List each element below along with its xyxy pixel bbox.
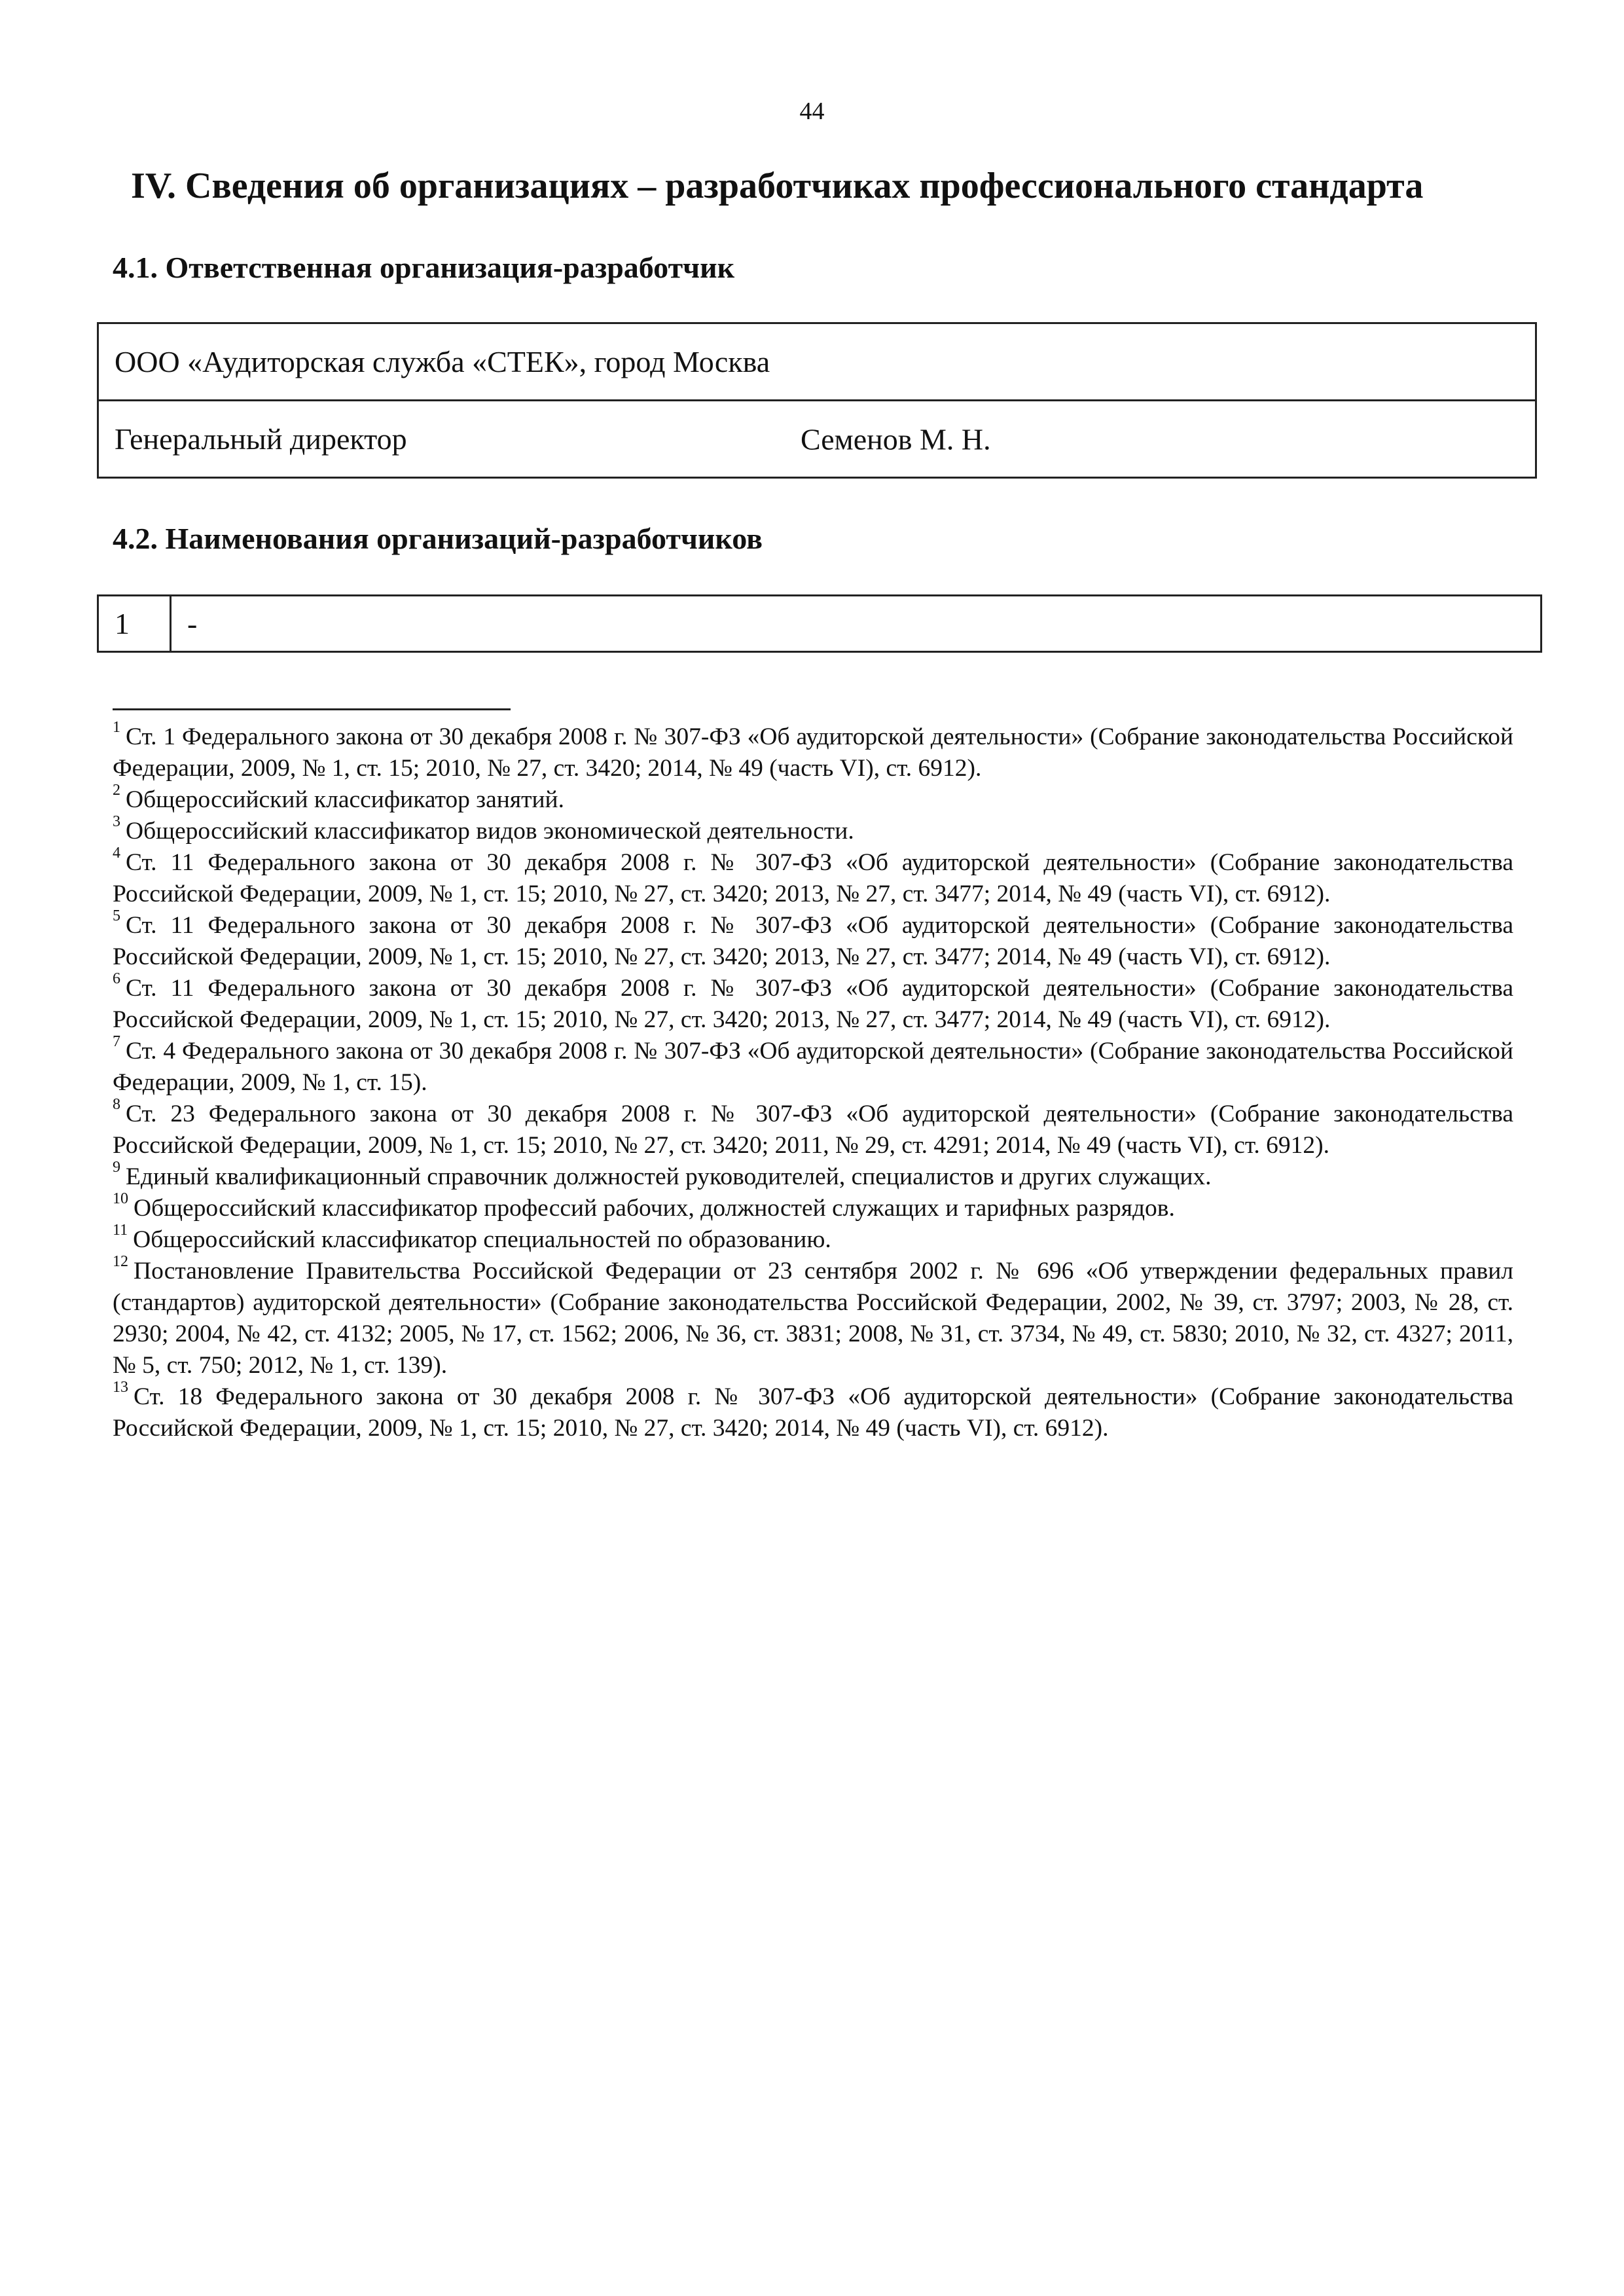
director-cell	[98, 401, 1536, 478]
footnote-mark: 9	[113, 1158, 120, 1176]
footnote-text: Ст. 4 Федерального закона от 30 декабря 2008 г. № 307-ФЗ «Об аудиторской деятельности» (Собрание законодательства Российской Федерации, 2009, № 1, ст. 15).	[113, 1038, 1513, 1096]
footnote-text: Ст. 18 Федерального закона от 30 декабря 2008 г. № 307-ФЗ «Об аудиторской деятельности» (Собрание законодательства Российской Федерации, 2009, № 1, ст. 15; 2010, № 27, ст. 3420; 2014, № 49 (часть VI), ст. 6912).	[113, 1383, 1513, 1442]
footnote	[113, 1158, 1513, 1193]
footnote-text: Ст. 11 Федерального закона от 30 декабря 2008 г. № 307-ФЗ «Об аудиторской деятельности» (Собрание законодательства Российской Федерации, 2009, № 1, ст. 15; 2010, № 27, ст. 3420; 2013, № 27, ст. 3477; 2014, № 49 (часть VI), ст. 6912).	[113, 912, 1513, 970]
footnote-text: Общероссийский классификатор видов экономической деятельности.	[126, 818, 854, 845]
footnote-text: Ст. 23 Федерального закона от 30 декабря 2008 г. № 307-ФЗ «Об аудиторской деятельности» (Собрание законодательства Российской Федерации, 2009, № 1, ст. 15; 2010, № 27, ст. 3420; 2011, № 29, ст. 4291; 2014, № 49 (часть VI), ст. 6912).	[113, 1101, 1513, 1159]
footnote-mark: 13	[113, 1378, 128, 1396]
footnote	[113, 1378, 1513, 1444]
footnote	[113, 844, 1513, 910]
footnote	[113, 970, 1513, 1036]
footnote-text: Общероссийский классификатор профессий рабочих, должностей служащих и тарифных разрядов.	[134, 1195, 1175, 1222]
footnote-mark: 4	[113, 844, 120, 862]
footnote-mark: 11	[113, 1221, 128, 1239]
table-row	[98, 323, 1536, 401]
developer-orgs-heading: 4.2. Наименования организаций-разработчиков	[113, 522, 763, 555]
footnote	[113, 718, 1513, 784]
footnote-text: Ст. 11 Федерального закона от 30 декабря 2008 г. № 307-ФЗ «Об аудиторской деятельности» (Собрание законодательства Российской Федерации, 2009, № 1, ст. 15; 2010, № 27, ст. 3420; 2013, № 27, ст. 3477; 2014, № 49 (часть VI), ст. 6912).	[113, 975, 1513, 1033]
footnote	[113, 1190, 1513, 1224]
table-row	[98, 596, 1542, 652]
page-number: 44	[799, 98, 825, 125]
footnote	[113, 812, 1513, 847]
footnote	[113, 1095, 1513, 1161]
director-name: Семенов М. Н.	[801, 422, 991, 456]
footnote	[113, 781, 1513, 816]
responsible-org-heading: 4.1. Ответственная организация-разработчик	[113, 251, 735, 284]
section-title: IV. Сведения об организациях – разработчиках профессионального стандарта	[131, 166, 1424, 206]
footnote-text: Ст. 11 Федерального закона от 30 декабря 2008 г. № 307-ФЗ «Об аудиторской деятельности» (Собрание законодательства Российской Федерации, 2009, № 1, ст. 15; 2010, № 27, ст. 3420; 2013, № 27, ст. 3477; 2014, № 49 (часть VI), ст. 6912).	[113, 849, 1513, 907]
org-name-cell: ООО «Аудиторская служба «СТЕК», город Москва	[98, 323, 1536, 401]
footnotes	[113, 718, 1513, 1444]
footnote-mark: 12	[113, 1252, 128, 1270]
footnote-mark: 8	[113, 1095, 120, 1113]
footnote	[113, 1221, 1513, 1256]
footnote-mark: 6	[113, 970, 120, 987]
footnote-text: Постановление Правительства Российской Федерации от 23 сентября 2002 г. № 696 «Об утверждении федеральных правил (стандартов) аудиторской деятельности» (Собрание законодательства Российской Федерации, 2002, № 39, ст. 3797; 2003, № 28, ст. 2930; 2004, № 42, ст. 4132; 2005, № 17, ст. 1562; 2006, № 36, ст. 3831; 2008, № 31, ст. 3734, № 49, ст. 5830; 2010, № 32, ст. 4327; 2011, № 5, ст. 750; 2012, № 1, ст. 139).	[113, 1258, 1513, 1379]
org-name-cell: -	[171, 596, 1542, 652]
footnote-mark: 1	[113, 718, 120, 736]
responsible-org-table	[97, 322, 1537, 479]
footnote	[113, 1252, 1513, 1381]
footnote-separator	[113, 708, 511, 710]
row-number-cell: 1	[98, 596, 171, 652]
footnote-mark: 2	[113, 781, 120, 799]
footnote-text: Ст. 1 Федерального закона от 30 декабря 2008 г. № 307-ФЗ «Об аудиторской деятельности» (Собрание законодательства Российской Федерации, 2009, № 1, ст. 15; 2010, № 27, ст. 3420; 2014, № 49 (часть VI), ст. 6912).	[113, 723, 1513, 782]
table-row	[98, 401, 1536, 478]
footnote-mark: 5	[113, 907, 120, 924]
footnote-mark: 3	[113, 812, 120, 830]
footnote	[113, 907, 1513, 973]
developer-orgs-table	[97, 594, 1542, 653]
director-position: Генеральный директор	[115, 422, 407, 456]
footnote-text: Единый квалификационный справочник должностей руководителей, специалистов и других служащих.	[126, 1163, 1212, 1190]
footnote	[113, 1032, 1513, 1099]
footnote-text: Общероссийский классификатор специальностей по образованию.	[133, 1226, 831, 1253]
footnote-mark: 10	[113, 1190, 128, 1207]
footnote-mark: 7	[113, 1032, 120, 1050]
footnote-text: Общероссийский классификатор занятий.	[126, 786, 564, 813]
